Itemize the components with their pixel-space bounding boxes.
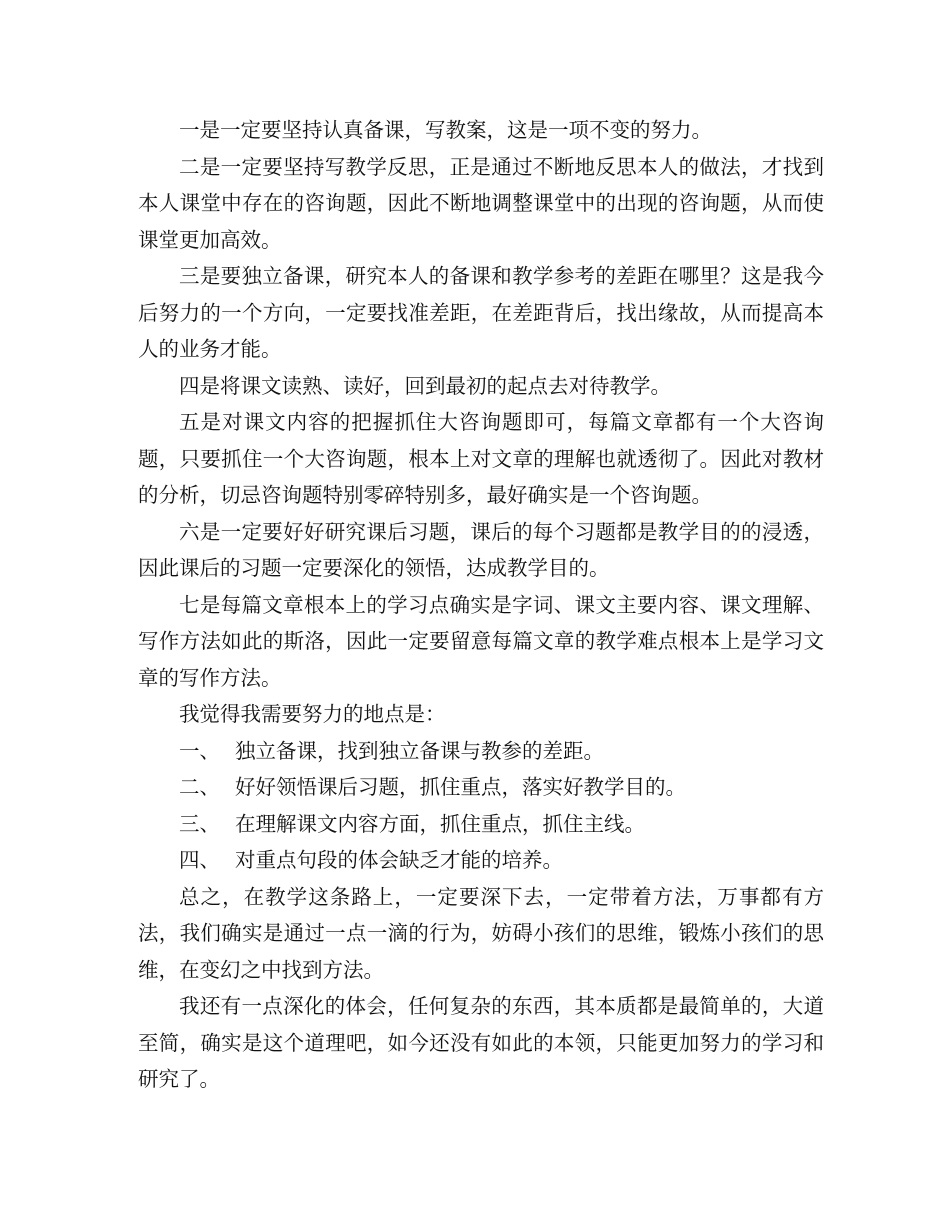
list-item-2 xyxy=(138,769,824,806)
paragraph-8: 我觉得我需要努力的地点是： xyxy=(179,702,446,726)
list-item-number: 四、 xyxy=(179,848,220,872)
list-item-text: 在理解课文内容方面，抓住重点，抓住主线。 xyxy=(235,811,645,836)
paragraph-3: 三是要独立备课，研究本人的备课和教学参考的差距在哪里？这是我今后努力的一个方向，一定要找准差距，在差距背后，找出缘故，从而提高本人的业务才能。 xyxy=(138,264,824,361)
list-item-4 xyxy=(138,842,824,879)
paragraph-2: 二是一定要坚持写教学反思，正是通过不断地反思本人的做法，才找到本人课堂中存在的咨询题，因此不断地调整课堂中的出现的咨询题，从而使课堂更加高效。 xyxy=(138,154,824,252)
paragraph-4: 四是将课文读熟、读好，回到最初的起点去对待教学。 xyxy=(179,373,671,398)
list-item-text: 独立备课，找到独立备课与教参的差距。 xyxy=(235,738,604,763)
paragraph-7: 七是每篇文章根本上的学习点确实是字词、课文主要内容、课文理解、写作方法如此的斯洛，因此一定要留意每篇文章的教学难点根本上是学习文章的写作方法。 xyxy=(138,592,824,690)
paragraph-9: 总之，在教学这条路上，一定要深下去，一定带着方法，万事都有方法，我们确实是通过一点一滴的行为，妨碍小孩们的思维，锻炼小孩们的思维，在变幻之中找到方法。 xyxy=(138,884,824,982)
list-item-text: 对重点句段的体会缺乏才能的培养。 xyxy=(235,848,563,872)
list-item-3 xyxy=(138,806,824,843)
list-item-text: 好好领悟课后习题，抓住重点，落实好教学目的。 xyxy=(235,775,686,799)
paragraph-5: 五是对课文内容的把握抓住大咨询题即可，每篇文章都有一个大咨询题，只要抓住一个大咨询题，根本上对文章的理解也就透彻了。因此对教材的分析，切忌咨询题特别零碎特别多，最好确实是一个咨询题。 xyxy=(138,410,824,507)
paragraph-1: 一是一定要坚持认真备课，写教案，这是一项不变的努力。 xyxy=(179,118,712,142)
paragraph-6: 六是一定要好好研究课后习题，课后的每个习题都是教学目的的浸透，因此课后的习题一定要深化的领悟，达成教学目的。 xyxy=(138,519,824,580)
document-body xyxy=(138,112,824,1098)
list-item-number: 一、 xyxy=(179,738,220,763)
list-item-number: 三、 xyxy=(179,811,220,836)
paragraph-10: 我还有一点深化的体会，任何复杂的东西，其本质都是最简单的，大道至简，确实是这个道理吧，如今还没有如此的本领，只能更加努力的学习和研究了。 xyxy=(138,994,824,1091)
list-item-number: 二、 xyxy=(179,775,220,799)
list-item-1 xyxy=(138,733,824,770)
